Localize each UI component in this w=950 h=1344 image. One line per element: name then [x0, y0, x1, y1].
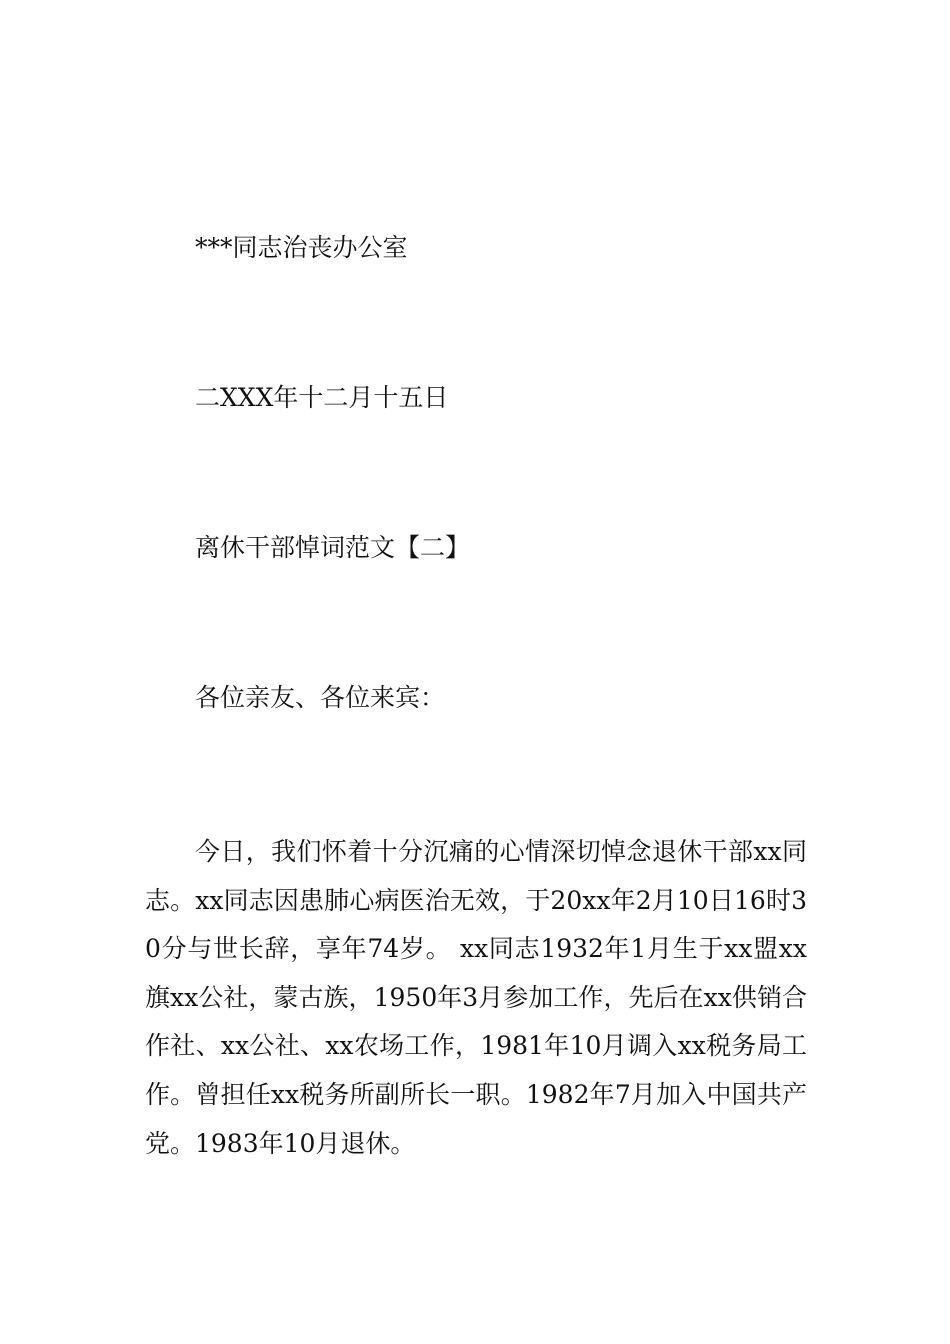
section-heading: 离休干部悼词范文【二】 — [195, 533, 471, 562]
signature-line: ***同志治丧办公室 — [195, 233, 408, 262]
greeting-line: 各位亲友、各位来宾： — [195, 683, 446, 712]
body-paragraph: 今日，我们怀着十分沉痛的心情深切悼念退休干部xx同志。xx同志因患肺心病医治无效，于20xx年2月10日16时30分与世长辞，享年74岁。 xx同志1932年1月生于xx盟xx旗xx公社，蒙古族，1950年3月参加工作，先后在xx供销合作社、xx公社、xx农场工作，1981年10月调入xx税务局工作。曾担任xx税务所副所长一职。1982年7月加入中国共产党。1983年10月退休。 — [145, 837, 807, 1158]
date-line: 二XXX年十二月十五日 — [195, 383, 449, 412]
